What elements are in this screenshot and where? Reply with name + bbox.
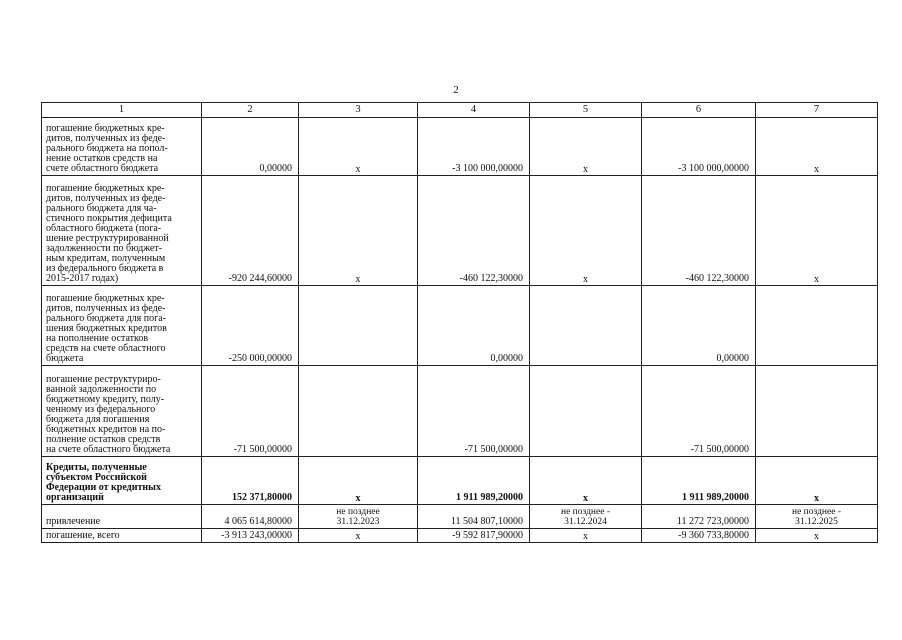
- cell-value: 0,00000: [642, 286, 756, 366]
- cell-value: -9 360 733,80000: [642, 529, 756, 543]
- cell-value: 0,00000: [418, 286, 530, 366]
- cell-term: x: [299, 176, 418, 286]
- cell-value: -71 500,00000: [642, 366, 756, 457]
- cell-term: не позднее - 31.12.2025: [756, 505, 878, 529]
- cell-term: не позднее - 31.12.2024: [530, 505, 642, 529]
- cell-value: 4 065 614,80000: [202, 505, 299, 529]
- cell-value: 1 911 989,20000: [642, 457, 756, 505]
- page-number: 2: [453, 84, 459, 96]
- cell-value: 1 911 989,20000: [418, 457, 530, 505]
- cell-term: x: [299, 529, 418, 543]
- cell-term: x: [530, 176, 642, 286]
- table-row: [42, 529, 878, 543]
- cell-term: x: [299, 118, 418, 176]
- cell-term: [756, 286, 878, 366]
- cell-term: [756, 366, 878, 457]
- header-row: [42, 103, 878, 118]
- column-header: 4: [418, 103, 530, 118]
- row-description: погашение бюджетных кре- дитов, полученных из феде- рального бюджета для ча- стичного покрытия дефицита областного бюджета (пога- шение реструктурированной задолженности по бюджет- ным кредитам, полученным из федерального бюджета в 2015-2017 годах): [42, 176, 202, 286]
- cell-value: -250 000,00000: [202, 286, 299, 366]
- row-description: привлечение: [42, 505, 202, 529]
- budget-table: [41, 102, 878, 543]
- column-header: 1: [42, 103, 202, 118]
- cell-term: x: [299, 457, 418, 505]
- table-row: [42, 176, 878, 286]
- cell-term: [530, 366, 642, 457]
- cell-term: [299, 286, 418, 366]
- column-header: 7: [756, 103, 878, 118]
- cell-value: 0,00000: [202, 118, 299, 176]
- cell-value: -71 500,00000: [202, 366, 299, 457]
- cell-value: 11 504 807,10000: [418, 505, 530, 529]
- table-row: [42, 286, 878, 366]
- column-header: 6: [642, 103, 756, 118]
- row-description: погашение бюджетных кре- дитов, полученных из феде- рального бюджета для пога- шения бюджетных кредитов на пополнение остатков средств на счете областного бюджета: [42, 286, 202, 366]
- row-description: Кредиты, полученные субъектом Российской Федерации от кредитных организаций: [42, 457, 202, 505]
- cell-term: x: [530, 118, 642, 176]
- column-header: 2: [202, 103, 299, 118]
- table-row: [42, 457, 878, 505]
- cell-term: x: [530, 457, 642, 505]
- cell-term: не позднее 31.12.2023: [299, 505, 418, 529]
- cell-term: x: [756, 176, 878, 286]
- row-description: погашение реструктуриро- ванной задолженности по бюджетному кредиту, полу- ченному из федерального бюджета для погашения бюджетных кредитов на по- полнение остатков средств на счете областного бюджета: [42, 366, 202, 457]
- cell-term: [299, 366, 418, 457]
- cell-value: -71 500,00000: [418, 366, 530, 457]
- cell-term: x: [756, 118, 878, 176]
- cell-term: [530, 286, 642, 366]
- cell-value: -3 100 000,00000: [642, 118, 756, 176]
- table-row: [42, 366, 878, 457]
- cell-term: x: [530, 529, 642, 543]
- cell-value: 152 371,80000: [202, 457, 299, 505]
- column-header: 5: [530, 103, 642, 118]
- cell-value: -3 100 000,00000: [418, 118, 530, 176]
- column-header: 3: [299, 103, 418, 118]
- cell-value: -460 122,30000: [418, 176, 530, 286]
- cell-value: -460 122,30000: [642, 176, 756, 286]
- cell-value: -920 244,60000: [202, 176, 299, 286]
- row-description: погашение, всего: [42, 529, 202, 543]
- table-row: [42, 505, 878, 529]
- cell-value: -3 913 243,00000: [202, 529, 299, 543]
- cell-value: 11 272 723,00000: [642, 505, 756, 529]
- row-description: погашение бюджетных кре- дитов, полученных из феде- рального бюджета на попол- нение остатков средств на счете областного бюджета: [42, 118, 202, 176]
- cell-term: x: [756, 529, 878, 543]
- table-row: [42, 118, 878, 176]
- cell-term: x: [756, 457, 878, 505]
- cell-value: -9 592 817,90000: [418, 529, 530, 543]
